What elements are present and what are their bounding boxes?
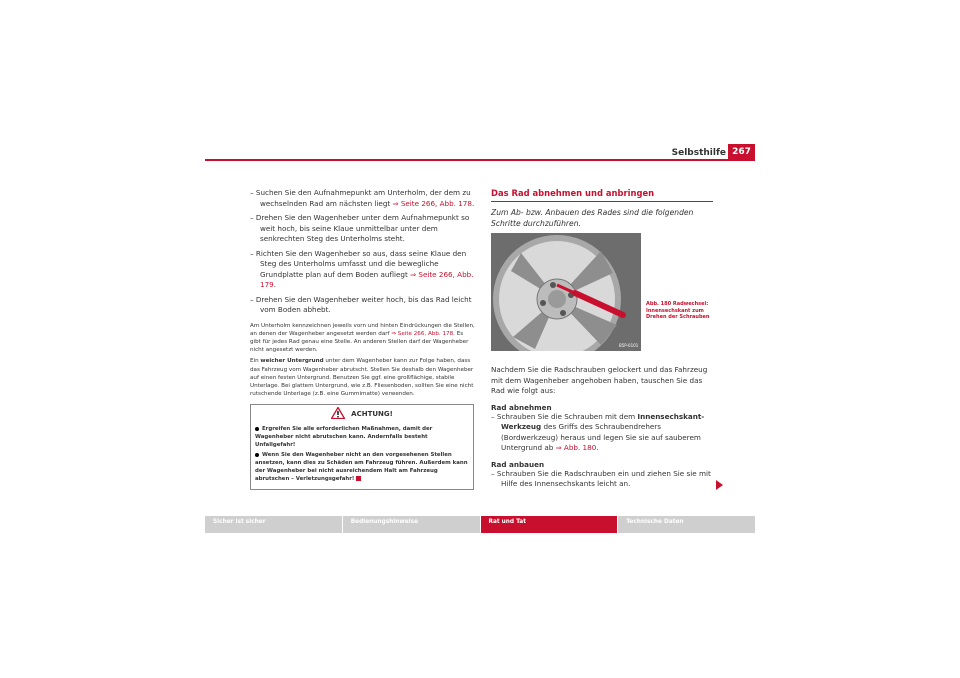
page-number: 267 (728, 144, 755, 160)
warning-header (251, 405, 473, 423)
page-link[interactable]: ⇒ Seite 266, Abb. 178 (391, 330, 454, 337)
figure-link[interactable]: ⇒ Abb. 180 (555, 443, 597, 452)
step-1: – Suchen Sie den Aufnahmepunkt am Unterholm, der dem zu wechselnden Rad am nächsten liegt ⇒ Seite 266, Abb. 178. (250, 188, 475, 208)
step-remove: – Schrauben Sie die Schrauben mit dem Innensechskant-Werkzeug des Griffs des Schraubendrehers (Bordwerkzeug) heraus und legen Sie sie auf sauberem Untergrund ab ⇒ Abb. 180. (491, 411, 705, 452)
page-link[interactable]: ⇒ Seite 266, Abb. 179 (260, 269, 474, 289)
warning-triangle-icon (331, 407, 345, 421)
step-4: – Drehen Sie den Wagenheber weiter hoch, bis das Rad leicht vom Boden abhebt. (250, 294, 472, 314)
figure-code: B5P-0101 (619, 343, 639, 348)
right-column (491, 188, 716, 494)
header-rule (205, 159, 755, 161)
subheading-remove-wheel: Rad abnehmen (491, 402, 552, 412)
section-title: Das Rad abnehmen und anbringen (491, 188, 713, 202)
section-intro: Zum Ab- bzw. Anbauen des Rades sind die folgenden Schritte durchzuführen. (491, 208, 694, 228)
subheading-mount-wheel: Rad anbauen (491, 459, 545, 469)
continue-arrow-icon (716, 480, 723, 490)
figure (491, 233, 716, 351)
figure-caption: Abb. 180 Radwechsel: Innensechskant zum Drehen der Schrauben (646, 301, 710, 321)
warning-title: ACHTUNG! (351, 410, 393, 419)
warning-box (250, 404, 474, 490)
bullet-icon (255, 427, 259, 431)
left-column (250, 188, 475, 490)
note-text: Am Unterholm kennzeichnen jeweils vorn und hinten Eindrückungen die Stellen, an denen der Wagenheber angesetzt werden darf ⇒ Seite 266, Abb. 178. Es gibt für jedes Rad genau eine Stelle. An anderen Stellen darf der Wagenheber nicht angesetzt werden. Ein weicher Untergrund unter dem Wagenheber kann zur Folge haben, dass das Fahrzeug vom Wagenheber abrutscht. Stellen Sie deshalb den Wagenheber auf einen festen Untergrund. Benutzen Sie ggf. eine großflächige, stabile Unterlage. Bei glattem Untergrund, wie z.B. Fliesenboden, sollten Sie eine nicht rutschende Unterlage (z.B. eine Gummimatte) verwenden. (250, 322, 475, 398)
tab-sicher-ist-sicher[interactable]: Sicher ist sicher (205, 516, 342, 533)
wheel-figure-image (491, 233, 641, 351)
instruction-paragraph: Nachdem Sie die Radschrauben gelockert und das Fahrzeug mit dem Wagenheber angehoben haben, tauschen Sie das Rad wie folgt aus: (491, 365, 708, 395)
tab-bedienungshinweise[interactable]: Bedienungshinweise (343, 516, 480, 533)
page-link[interactable]: ⇒ Seite 266, Abb. 178 (392, 198, 472, 208)
footer-nav (205, 516, 755, 533)
step-3: – Richten Sie den Wagenheber so aus, dass seine Klaue den Steg des Unterholms umfasst und die bewegliche Grundplatte plan auf dem Boden aufliegt ⇒ Seite 266, Abb. 179. (250, 248, 474, 289)
warning-body: Ergreifen Sie alle erforderlichen Maßnahmen, damit der Wagenheber nicht abrutschen kann. Andernfalls besteht Unfallgefahr! Wenn Sie den Wagenheber nicht an den vorgesehenen Stellen ansetzen, kann dies zu Schäden am Fahrzeug führen. Außerdem kann der Wagenheber bei nicht ausreichendem Halt am Fahrzeug abrutschen – Verletzungsgefahr! (255, 426, 468, 483)
step-mount: – Schrauben Sie die Radschrauben ein und ziehen Sie sie mit Hilfe des Innensechskants leicht an. (491, 468, 711, 488)
tab-rat-und-tat[interactable]: Rat und Tat (481, 516, 618, 533)
bullet-icon (255, 453, 259, 457)
step-2: – Drehen Sie den Wagenheber unter dem Aufnahmepunkt so weit hoch, bis seine Klaue unmittelbar unter dem senkrechten Steg des Unterholms steht. (250, 213, 470, 243)
page-section-title: Selbsthilfe (671, 148, 726, 158)
end-marker-icon (356, 476, 361, 481)
tab-technische-daten[interactable]: Technische Daten (618, 516, 755, 533)
